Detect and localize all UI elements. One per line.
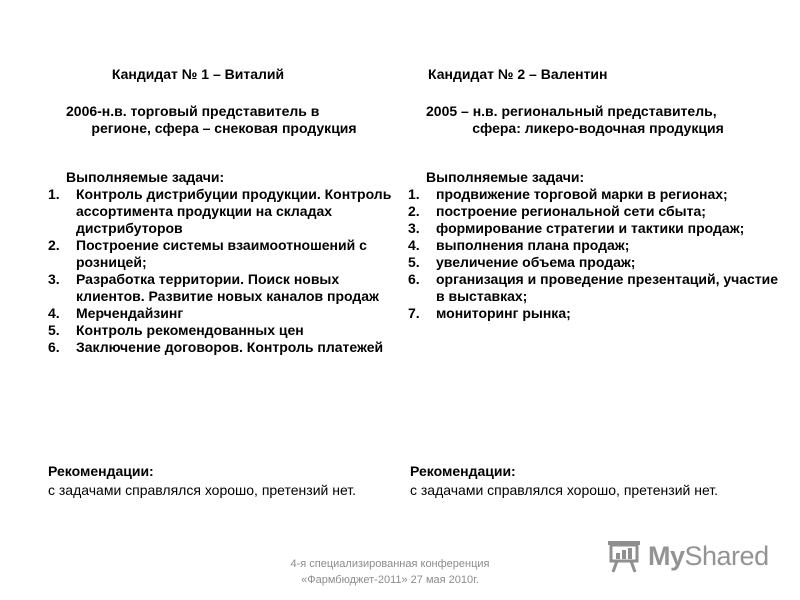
- task-text: построение региональной сети сбыта;: [436, 203, 706, 219]
- candidate-2-role-line1: 2005 – н.в. региональный представитель,: [426, 103, 717, 119]
- presentation-board-icon: [606, 539, 642, 573]
- task-number: 4.: [408, 237, 420, 253]
- task-text: Контроль рекомендованных цен: [76, 322, 304, 338]
- candidate-2-reco-heading: Рекомендации:: [410, 463, 516, 479]
- task-text: продвижение торговой марки в регионах;: [436, 186, 728, 202]
- candidate-1-recommendations: [48, 462, 356, 500]
- footer-line-2: «Фармбюджет-2011» 27 мая 2010г.: [301, 574, 479, 586]
- task-number: 3.: [408, 220, 420, 236]
- candidate-2-recommendations: [410, 462, 718, 500]
- task-item: [48, 271, 400, 305]
- candidate-1-role-line1: 2006-н.в. торговый представитель в: [66, 103, 320, 119]
- task-item: [408, 254, 788, 271]
- candidate-1-task-list: [48, 186, 400, 356]
- task-text: Построение системы взаимоотношений с розницей;: [76, 237, 367, 270]
- candidate-1-title: Кандидат № 1 – Виталий: [111, 66, 285, 82]
- footer-line-1: 4-я специализированная конференция: [290, 558, 490, 570]
- task-item: [408, 203, 788, 220]
- candidate-1-column: [48, 66, 400, 356]
- task-number: 2.: [48, 237, 60, 253]
- candidate-1-role-line2: регионе, сфера – снековая продукция: [91, 120, 357, 136]
- task-number: 5.: [408, 254, 420, 270]
- task-text: выполнения плана продаж;: [436, 237, 630, 253]
- candidate-1-role: [48, 103, 400, 137]
- myshared-logo: [606, 536, 769, 576]
- task-text: формирование стратегии и тактики продаж;: [436, 220, 745, 236]
- candidate-2-role-line2: сфера: ликеро-водочная продукция: [472, 120, 724, 136]
- task-item: [48, 186, 400, 237]
- task-item: [48, 237, 400, 271]
- candidate-2-role: [408, 103, 788, 137]
- logo-text: [648, 541, 769, 572]
- task-text: Контроль дистрибуции продукции. Контроль ассортимента продукции на складах дистрибуторов: [76, 186, 392, 236]
- task-item: [48, 322, 400, 339]
- task-text: увеличение объема продаж;: [436, 254, 636, 270]
- task-number: 3.: [48, 271, 60, 287]
- task-item: [48, 305, 400, 322]
- task-number: 7.: [408, 305, 420, 321]
- task-text: мониторинг рынка;: [436, 305, 571, 321]
- candidate-1-reco-text: с задачами справлялся хорошо, претензий нет.: [48, 482, 357, 498]
- task-item: [408, 220, 788, 237]
- task-number: 6.: [48, 339, 60, 355]
- task-number: 4.: [48, 305, 60, 321]
- candidate-2-tasks-heading: Выполняемые задачи:: [426, 169, 585, 185]
- task-number: 5.: [48, 322, 60, 338]
- task-number: 6.: [408, 271, 420, 287]
- candidate-1-reco-heading: Рекомендации:: [48, 463, 154, 479]
- conference-footer: [240, 556, 540, 588]
- candidate-2-title: Кандидат № 2 – Валентин: [428, 66, 608, 82]
- task-text: Разработка территории. Поиск новых клиентов. Развитие новых каналов продаж: [76, 271, 379, 304]
- task-text: организация и проведение презентаций, участие в выставках;: [436, 271, 779, 304]
- task-item: [48, 339, 400, 356]
- logo-text-my: My: [648, 540, 685, 571]
- candidate-2-column: [408, 66, 788, 322]
- task-item: [408, 305, 788, 322]
- task-text: Мерчендайзинг: [76, 305, 184, 321]
- task-item: [408, 186, 788, 203]
- task-number: 1.: [48, 186, 60, 202]
- logo-text-shared: Shared: [684, 540, 769, 571]
- candidate-2-reco-text: с задачами справлялся хорошо, претензий нет.: [410, 482, 719, 498]
- candidate-1-tasks-heading: Выполняемые задачи:: [66, 169, 225, 185]
- candidate-2-task-list: [408, 186, 788, 322]
- task-item: [408, 237, 788, 254]
- task-number: 1.: [408, 186, 420, 202]
- task-number: 2.: [408, 203, 420, 219]
- task-text: Заключение договоров. Контроль платежей: [76, 339, 384, 355]
- task-item: [408, 271, 788, 305]
